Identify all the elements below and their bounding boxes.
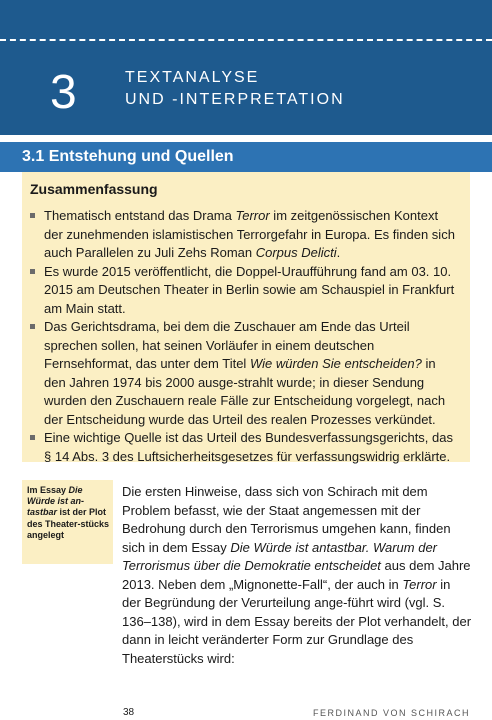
italic-text: Corpus Delicti (255, 245, 337, 260)
summary-bullet-item (30, 207, 460, 263)
italic-text: Terror (235, 208, 270, 223)
chapter-title (125, 67, 345, 111)
text-run: Im Essay (27, 485, 69, 495)
text-run: aus dem Jahre 2013. Neben dem „Mignonette-Fall“, der auch in (122, 558, 471, 592)
text-run: Das Gerichtsdrama, bei dem die Zuschauer am Ende das Urteil sprechen sollen, hat seinen Vorläufer in einem deutschen Fernsehformat, das unter dem Titel (44, 319, 410, 371)
text-run: Eine wichtige Quelle ist das Urteil des Bundesverfassungsgerichts, das § 14 Abs. 3 des Luftsicherheitsgesetzes für verfassungswidrig erklärte. (44, 430, 453, 464)
summary-bullet-item (30, 263, 460, 319)
text-run: im zeitgenössischen Kontext der zunehmenden islamistischen Terrorgefahr in Europa. Es finden sich auch Parallelen zu Juli Zehs Roman (44, 208, 455, 260)
section-title: 3.1 Entstehung und Quellen (22, 148, 234, 165)
text-run: ist der Plot des Theater-stücks angelegt (27, 507, 110, 540)
italic-text: Terror (402, 576, 437, 592)
text-run: . (336, 245, 341, 260)
italic-text: Wie würden Sie entscheiden? (249, 356, 422, 371)
text-run: Die ersten Hinweise, dass sich von Schirach mit dem Problem befasst, wie der Staat angemessen mit der Bedrohung durch den Terrorismus umgehen kann, finden sich in dem Essay (122, 484, 451, 555)
text-run: Es wurde 2015 veröffentlicht, die Doppel-Uraufführung fand am 03. 10. 2015 am Deutschen Theater in Berlin sowie am Schauspiel in Frankfurt am Main statt. (44, 263, 455, 316)
margin-note (27, 485, 111, 541)
chapter-title-line-2: UND -INTERPRETATION (125, 91, 345, 108)
page-number: 38 (123, 707, 135, 718)
text-run: Thematisch entstand das Drama (44, 208, 236, 223)
bullet-square-icon (30, 269, 35, 274)
chapter-number: 3 (50, 66, 77, 119)
summary-bullet-list (30, 207, 460, 466)
summary-bullet-item (30, 318, 460, 429)
bullet-square-icon (30, 435, 35, 440)
running-head: FERDINAND VON SCHIRACH (312, 708, 470, 718)
bullet-square-icon (30, 324, 35, 329)
italic-text: Die Würde ist antastbar. Warum der Terrorismus über die Demokratie entscheidet (122, 539, 438, 573)
text-run: in den Jahren 1974 bis 2000 ausge-strahlt wurde; in dieser Sendung wurden den Zuschauern reale Fälle zur Entscheidung vorgelegt, nach der Entscheidung wurde das Urteil des realen Prozesses verkündet. (44, 356, 446, 427)
chapter-title-line-1: TEXTANALYSE (125, 69, 260, 86)
body-paragraph (122, 483, 472, 668)
italic-text: Die Würde ist an-tastbar (27, 485, 85, 518)
bullet-square-icon (30, 213, 35, 218)
dashed-divider (0, 39, 492, 41)
summary-bullet-item (30, 429, 460, 466)
summary-heading: Zusammenfassung (30, 181, 158, 197)
text-run: in der Begründung der Verurteilung ange-führt wird (vgl. S. 136–138), wird in dem Essay bereits der Plot verhandelt, der dann in leicht veränderter Form zur Grundlage des Theaterstücks wird: (122, 576, 472, 666)
